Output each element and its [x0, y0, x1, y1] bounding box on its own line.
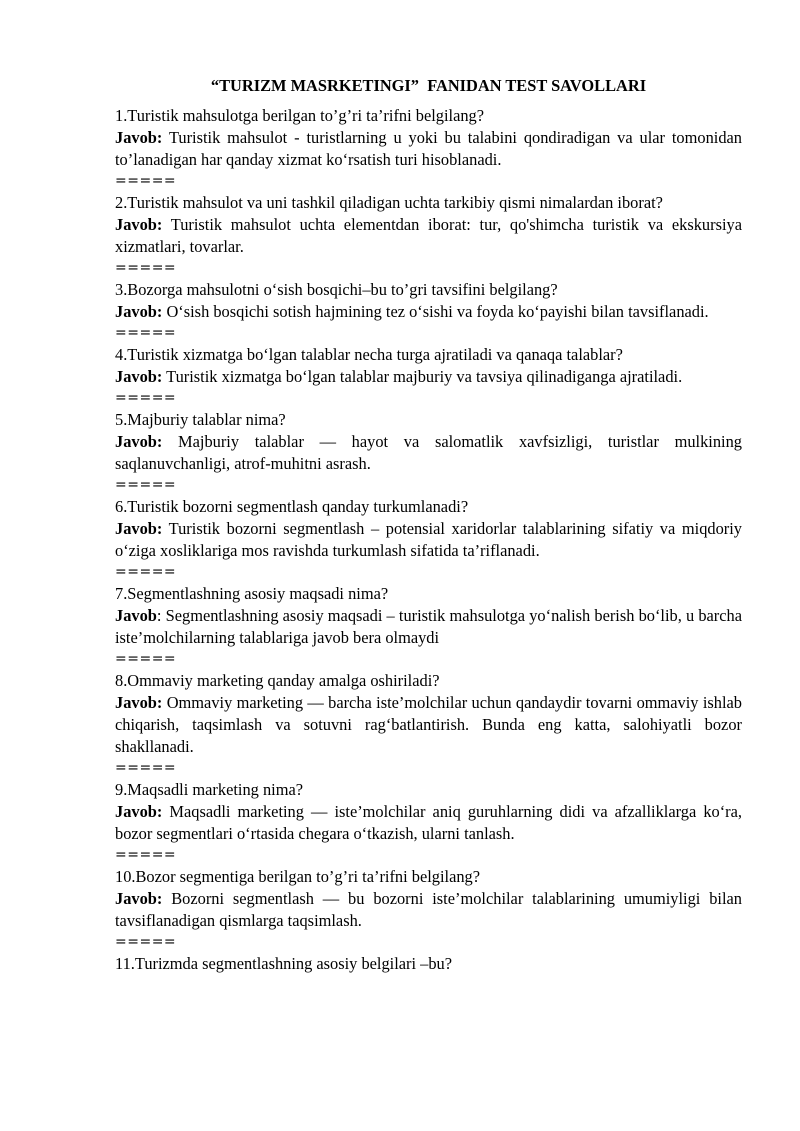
question-text: 11.Turizmda segmentlashning asosiy belgilari –bu?	[115, 954, 453, 973]
separator: =====	[115, 390, 177, 406]
answer-text: Turistik xizmatga bo‘lgan talablar majburiy va tavsiya qilinadiganga ajratiladi.	[162, 367, 683, 386]
question-text: 6.Turistik bozorni segmentlash qanday turkumlanadi?	[115, 497, 469, 516]
answer-text: O‘sish bosqichi sotish hajmining tez o‘sishi va foyda ko‘payishi bilan tavsiflanadi.	[162, 302, 709, 321]
separator: =====	[115, 260, 177, 276]
answer-label: Javob:	[115, 889, 163, 908]
question-text: 1.Turistik mahsulotga berilgan to’g’ri ta’rifni belgilang?	[115, 106, 485, 125]
qa-item	[115, 953, 742, 975]
question-text: 5.Majburiy talablar nima?	[115, 410, 286, 429]
qa-list	[115, 105, 742, 975]
answer-paragraph	[115, 888, 742, 932]
answer-paragraph	[115, 366, 742, 388]
separator: =====	[115, 934, 177, 950]
qa-item	[115, 583, 742, 670]
answer-label: Javob:	[115, 519, 163, 538]
answer-text: Turistik mahsulot uchta elementdan iborat: tur, qo'shimcha turistik va ekskursiya xizmatlari, tovarlar.	[115, 215, 742, 256]
separator: =====	[115, 564, 177, 580]
answer-label: Javob:	[115, 802, 163, 821]
question-text: 2.Turistik mahsulot va uni tashkil qiladigan uchta tarkibiy qismi nimalardan iborat?	[115, 193, 663, 212]
answer-paragraph	[115, 301, 742, 323]
answer-label: Javob:	[115, 432, 163, 451]
separator: =====	[115, 173, 177, 189]
answer-text: Ommaviy marketing — barcha iste’molchilar uchun qandaydir tovarni ommaviy ishlab chiqarish, taqsimlash va sotuvni rag‘batlantirish. Bunda eng katta, salohiyatli bozor shakllanadi.	[115, 693, 742, 756]
qa-item	[115, 192, 742, 279]
separator: =====	[115, 651, 177, 667]
answer-label: Javob:	[115, 215, 163, 234]
answer-label: Javob:	[115, 367, 163, 386]
qa-item	[115, 779, 742, 866]
qa-item	[115, 670, 742, 779]
separator: =====	[115, 477, 177, 493]
separator: =====	[115, 325, 177, 341]
answer-paragraph	[115, 214, 742, 258]
page-title: “TURIZM MASRKETINGI” FANIDAN TEST SAVOLLARI	[210, 76, 647, 95]
qa-item	[115, 866, 742, 953]
question-text: 3.Bozorga mahsulotni o‘sish bosqichi–bu to’gri tavsifini belgilang?	[115, 280, 558, 299]
answer-paragraph	[115, 801, 742, 845]
answer-text: Majburiy talablar — hayot va salomatlik xavfsizligi, turistlar mulkining saqlanuvchanligi, atrof-muhitni asrash.	[115, 432, 742, 473]
answer-label: Javob	[115, 606, 157, 625]
answer-text: : Segmentlashning asosiy maqsadi – turistik mahsulotga yo‘nalish berish bo‘lib, u barcha iste’molchilarning talablariga javob bera olmaydi	[115, 606, 742, 647]
answer-label: Javob:	[115, 302, 163, 321]
qa-item	[115, 279, 742, 344]
question-text: 4.Turistik xizmatga bo‘lgan talablar necha turga ajratiladi va qanaqa talablar?	[115, 345, 623, 364]
answer-label: Javob:	[115, 693, 163, 712]
question-text: 9.Maqsadli marketing nima?	[115, 780, 303, 799]
qa-item	[115, 496, 742, 583]
question-text: 10.Bozor segmentiga berilgan to’g’ri ta’rifni belgilang?	[115, 867, 481, 886]
answer-paragraph	[115, 431, 742, 475]
answer-paragraph	[115, 127, 742, 171]
qa-item	[115, 105, 742, 192]
answer-paragraph	[115, 692, 742, 758]
qa-item	[115, 409, 742, 496]
answer-text: Maqsadli marketing — iste’molchilar aniq guruhlarning didi va afzalliklarga ko‘ra, bozor segmentlari o‘rtasida chegara o‘tkazish, ularni tanlash.	[115, 802, 742, 843]
qa-item	[115, 344, 742, 409]
answer-text: Turistik mahsulot - turistlarning u yoki bu talabini qondiradigan va ular tomonidan to’lanadigan har qanday xizmat ko‘rsatish turi hisoblanadi.	[115, 128, 742, 169]
answer-paragraph	[115, 518, 742, 562]
answer-text: Turistik bozorni segmentlash – potensial xaridorlar talablarining sifatiy va miqdoriy o‘ziga xosliklariga mos ravishda turkumlash sifatida ta’riflanadi.	[115, 519, 742, 560]
separator: =====	[115, 847, 177, 863]
separator: =====	[115, 760, 177, 776]
answer-text: Bozorni segmentlash — bu bozorni iste’molchilar talablarining umumiyligi bilan tavsiflanadigan qismlarga taqsimlash.	[115, 889, 742, 930]
answer-label: Javob:	[115, 128, 163, 147]
answer-paragraph	[115, 605, 742, 649]
question-text: 7.Segmentlashning asosiy maqsadi nima?	[115, 584, 389, 603]
question-text: 8.Ommaviy marketing qanday amalga oshiriladi?	[115, 671, 440, 690]
